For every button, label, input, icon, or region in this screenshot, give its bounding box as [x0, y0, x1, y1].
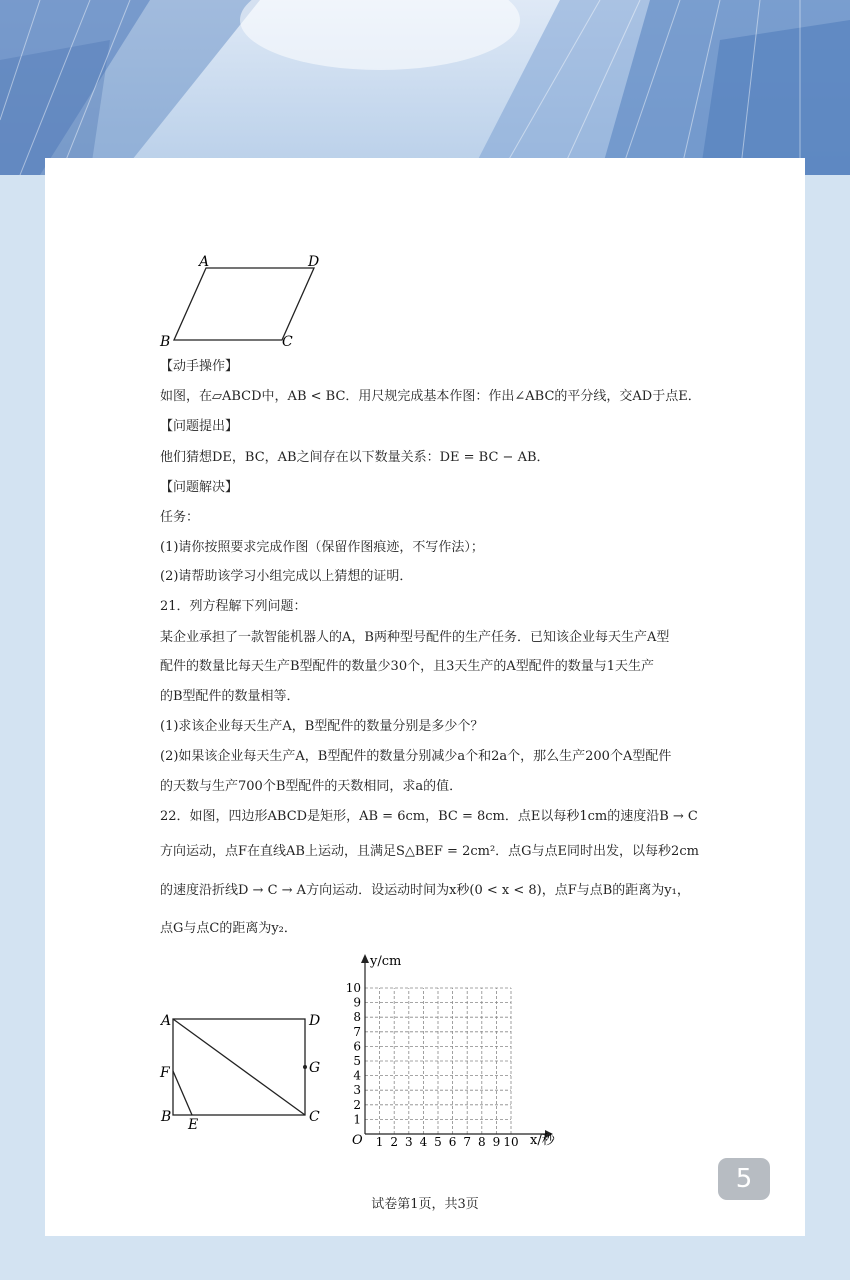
y-tick-label: 8 [353, 1010, 361, 1025]
task-2: (2)请帮助该学习小组完成以上猜想的证明． [160, 569, 413, 584]
section-heading-operation: 【动手操作】 [160, 359, 239, 374]
label-d: D [309, 1013, 321, 1029]
y-tick-label: 6 [353, 1039, 361, 1054]
section-heading-solution: 【问题解决】 [160, 480, 239, 495]
y-tick-label: 7 [353, 1024, 361, 1039]
label-e: E [188, 1117, 199, 1133]
question-22-text-2: 方向运动，点F在直线AB上运动，且满足S△BEF = 2cm²．点G与点E同时出发，以每秒2cm [160, 844, 699, 859]
x-tick-label: 7 [463, 1135, 472, 1149]
question-21-title: 21．列方程解下列问题： [160, 599, 307, 614]
y-tick-label: 5 [353, 1054, 361, 1068]
x-tick-label: 8 [477, 1135, 486, 1149]
y-tick-labels [346, 981, 362, 1126]
y-tick-label: 4 [353, 1068, 361, 1083]
x-tick-label: 6 [448, 1135, 457, 1149]
question-21-text-2: 配件的数量比每天生产B型配件的数量少30个，且3天生产的A型配件的数量与1天生产 [160, 659, 655, 674]
x-tick-label: 4 [419, 1135, 428, 1149]
coordinate-grid [340, 948, 570, 1153]
x-tick-label: 9 [492, 1135, 501, 1149]
label-g: G [309, 1060, 321, 1076]
x-tick-label: 3 [404, 1135, 413, 1149]
conjecture-text: 他们猜想DE，BC，AB之间存在以下数量关系：DE = BC − AB． [160, 450, 550, 465]
x-tick-label: 10 [503, 1135, 519, 1149]
label-b: B [160, 334, 171, 350]
label-f: F [160, 1065, 170, 1081]
x-tick-label: 5 [434, 1135, 442, 1149]
question-22-text-4: 点G与点C的距离为y₂． [160, 921, 297, 936]
label-d: D [308, 254, 320, 270]
parallelogram-figure [150, 250, 340, 350]
y-tick-label: 1 [353, 1112, 361, 1127]
question-21-text-1: 某企业承担了一款智能机器人的A，B两种型号配件的生产任务．已知该企业每天生产A型 [160, 630, 670, 645]
y-tick-label: 3 [353, 1083, 361, 1098]
label-c: C [309, 1109, 320, 1125]
task-1: (1)请你按照要求完成作图（保留作图痕迹，不写作法）； [160, 540, 484, 555]
question-21-text-3: 的B型配件的数量相等． [160, 689, 300, 704]
question-21-part-1: (1)求该企业每天生产A，B型配件的数量分别是多少个？ [160, 719, 484, 734]
y-tick-label: 9 [353, 995, 361, 1010]
header-banner [0, 0, 850, 175]
x-tick-label: 2 [390, 1135, 399, 1149]
section-heading-question: 【问题提出】 [160, 419, 239, 434]
task-label: 任务： [160, 510, 200, 525]
y-axis-label: y/cm [370, 954, 402, 969]
question-22-text-1: 22．如图，四边形ABCD是矩形，AB = 6cm，BC = 8cm．点E以每秒1cm的速度沿B → C [160, 809, 698, 824]
page-number-badge: 5 [718, 1158, 770, 1200]
question-21-part-2: (2)如果该企业每天生产A，B型配件的数量分别减少a个和2a个，那么生产200个A型配件 [160, 749, 672, 764]
x-axis-label: x/秒 [530, 1133, 555, 1148]
rectangle-figure [150, 1005, 330, 1135]
banner-graphic [0, 0, 850, 175]
y-axis-arrow [361, 954, 369, 963]
label-a: A [161, 1013, 172, 1029]
operation-text: 如图，在▱ABCD中，AB < BC．用尺规完成基本作图：作出∠ABC的平分线，交AD于点E． [160, 389, 701, 404]
x-tick-label: 1 [375, 1135, 384, 1149]
label-a: A [199, 254, 210, 270]
origin-label: O [352, 1133, 363, 1148]
y-tick-label: 10 [345, 981, 361, 995]
page-footer: 试卷第1页，共3页 [371, 1197, 479, 1212]
diagonal-ac [173, 1019, 305, 1115]
label-c: C [282, 334, 293, 350]
question-22-text-3: 的速度沿折线D → C → A方向运动．设运动时间为x秒(0 < x < 8)，点F与点B的距离为y₁， [160, 883, 690, 898]
segment-fe [173, 1071, 192, 1115]
label-b: B [161, 1109, 172, 1125]
grid-lines [365, 988, 511, 1134]
y-tick-label: 2 [353, 1097, 361, 1112]
x-tick-labels [376, 1135, 519, 1149]
parallelogram-abcd [174, 268, 314, 340]
question-21-part-2-cont: 的天数与生产700个B型配件的天数相同，求a的值． [160, 779, 463, 794]
point-g [303, 1065, 307, 1069]
